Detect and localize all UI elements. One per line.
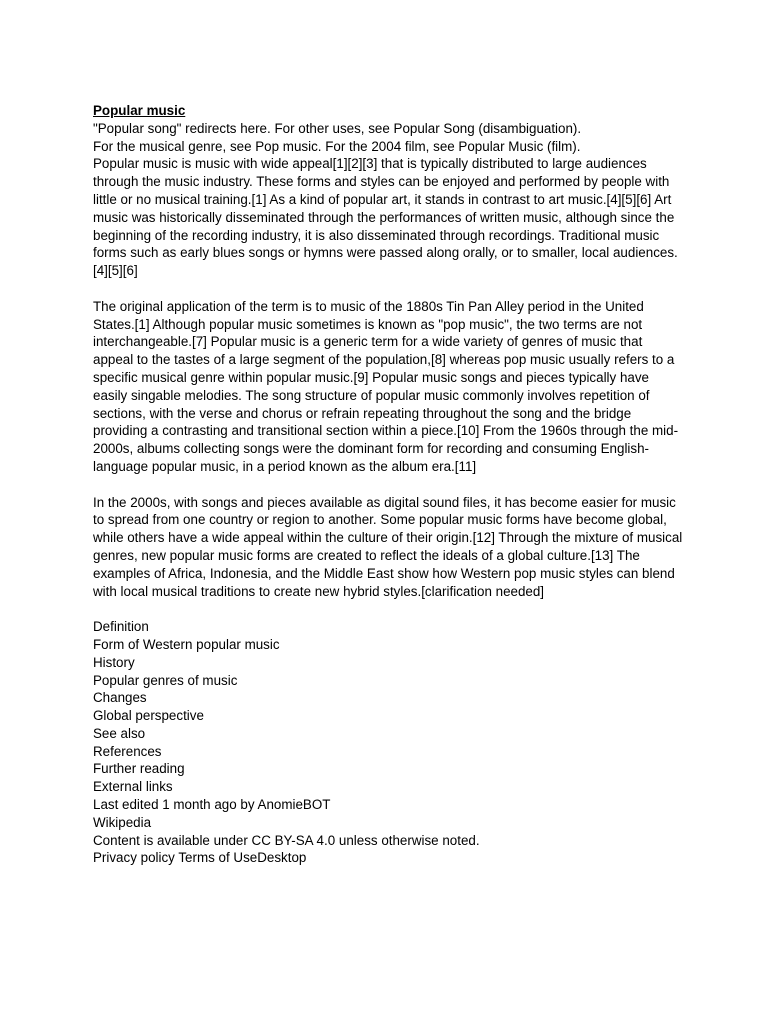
section-popular-genres[interactable]: Popular genres of music [93,672,238,688]
hatnote-disambiguation: For the musical genre, see Pop music. For the 2004 film, see Popular Music (film). [93,138,581,154]
section-further-reading[interactable]: Further reading [93,761,185,777]
section-changes[interactable]: Changes [93,690,147,706]
privacy-policy-link[interactable]: Privacy policy [93,850,175,866]
last-edited-link[interactable]: Last edited 1 month ago by AnomieBOT [93,797,331,813]
terms-of-use-link[interactable]: Terms of Use [178,850,258,866]
section-history[interactable]: History [93,654,135,670]
page-footer [93,796,683,867]
footer-links [93,849,683,867]
paragraph-global: In the 2000s, with songs and pieces available as digital sound files, it has become easier for music to spread from one country or region to another. Some popular music forms have become global, while others have a wide appeal within the culture of their origin.[12] Through the mixture of musical genres, new popular music forms are created to reflect the ideals of a global culture.[13] The examples of Africa, Indonesia, and the Middle East show how Western pop music styles can blend with local musical traditions to create new hybrid styles.[clarification needed] [93,494,683,599]
paragraph-spacer [93,280,683,298]
hatnote-redirect: "Popular song" redirects here. For other uses, see Popular Song (disambiguation). [93,120,582,136]
paragraph-intro: Popular music is music with wide appeal[1][2][3] that is typically distributed to large audiences through the music industry. These forms and styles can be enjoyed and performed by people with little or no musical training.[1] As a kind of popular art, it stands in contrast to art music.[4][5][6] Art music was historically disseminated through the performances of written music, although since the beginning of the recording industry, it is also disseminated through recordings. Traditional music forms such as early blues songs or hymns were passed along orally, or to smaller, local audiences.[4][5][6] [93,156,678,279]
section-global-perspective[interactable]: Global perspective [93,708,204,724]
document-page [93,102,683,867]
section-external-links[interactable]: External links [93,779,173,795]
paragraph-spacer [93,476,683,494]
section-references[interactable]: References [93,743,162,759]
paragraph-spacer [93,600,683,618]
section-definition[interactable]: Definition [93,619,149,635]
section-list [93,618,683,796]
page-title: Popular music [93,103,186,118]
paragraph-origin: The original application of the term is to music of the 1880s Tin Pan Alley period in the United States.[1] Although popular music sometimes is known as "pop music", the two terms are not interchangeable.[7] Popular music is a generic term for a wide variety of genres of music that appeal to the tastes of a large segment of the population,[8] whereas pop music usually refers to a specific musical genre within popular music.[9] Popular music songs and pieces typically have easily singable melodies. The song structure of popular music commonly involves repetition of sections, with the verse and chorus or refrain repeating throughout the song and the bridge providing a contrasting and transitional section within a piece.[10] From the 1960s through the mid-2000s, albums collecting songs were the dominant form for recording and consuming English-language popular music, in a period known as the album era.[11] [93,298,679,474]
section-see-also[interactable]: See also [93,725,146,741]
section-form-western[interactable]: Form of Western popular music [93,636,280,652]
desktop-link[interactable]: Desktop [257,850,307,866]
site-name: Wikipedia [93,814,152,830]
license-notice: Content is available under CC BY-SA 4.0 unless otherwise noted. [93,832,480,848]
